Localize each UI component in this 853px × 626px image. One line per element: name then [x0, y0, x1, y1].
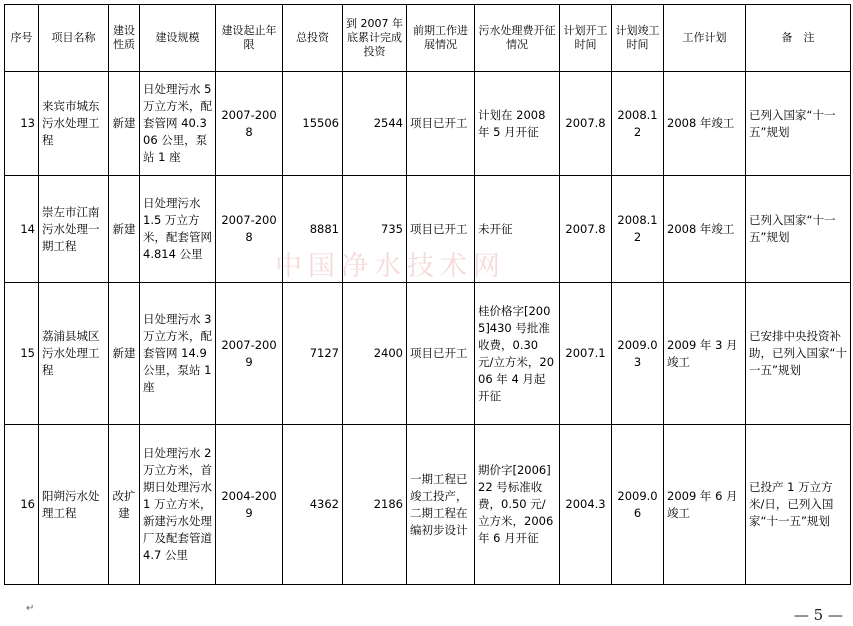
project-name: 来宾市城东污水处理工程 — [39, 72, 109, 176]
construction-nature: 新建 — [109, 72, 140, 176]
remark: 已列入国家“十一五”规划 — [746, 176, 851, 283]
planned-finish: 2008.12 — [612, 176, 664, 283]
planned-start: 2004.3 — [560, 425, 612, 585]
preliminary-progress: 项目已开工 — [407, 176, 475, 283]
planned-finish: 2009.03 — [612, 283, 664, 425]
header-cell: 建设起止年限 — [216, 5, 283, 72]
construction-period: 2007-2009 — [216, 283, 283, 425]
table-row — [5, 176, 851, 283]
construction-scale: 日处理污水 2 万立方米，首期日处理污水 1 万立方米，新建污水处理厂及配套管道 4.7 公里 — [140, 425, 216, 585]
total-investment: 7127 — [283, 283, 343, 425]
construction-period: 2007-2008 — [216, 72, 283, 176]
header-cell: 工作计划 — [664, 5, 746, 72]
row-number: 14 — [5, 176, 39, 283]
header-cell: 计划开工时间 — [560, 5, 612, 72]
table-row — [5, 283, 851, 425]
total-investment: 4362 — [283, 425, 343, 585]
work-plan: 2008 年竣工 — [664, 176, 746, 283]
construction-scale: 日处理污水 5 万立方米，配套管网 40.306 公里，泵站 1 座 — [140, 72, 216, 176]
row-number: 13 — [5, 72, 39, 176]
planned-start: 2007.8 — [560, 176, 612, 283]
planned-finish: 2008.12 — [612, 72, 664, 176]
header-row — [5, 5, 851, 72]
total-investment: 8881 — [283, 176, 343, 283]
construction-period: 2004-2009 — [216, 425, 283, 585]
construction-nature: 新建 — [109, 283, 140, 425]
project-table — [4, 4, 851, 585]
sewage-fee-status: 未开征 — [475, 176, 560, 283]
project-name: 阳朔污水处理工程 — [39, 425, 109, 585]
header-cell: 备 注 — [746, 5, 851, 72]
row-number: 16 — [5, 425, 39, 585]
table-row — [5, 72, 851, 176]
completed-investment: 2400 — [343, 283, 407, 425]
header-cell: 项目名称 — [39, 5, 109, 72]
preliminary-progress: 一期工程已竣工投产，二期工程在编初步设计 — [407, 425, 475, 585]
construction-period: 2007-2008 — [216, 176, 283, 283]
project-name: 崇左市江南污水处理一期工程 — [39, 176, 109, 283]
remark: 已安排中央投资补助，已列入国家“十一五”规划 — [746, 283, 851, 425]
planned-start: 2007.8 — [560, 72, 612, 176]
row-number: 15 — [5, 283, 39, 425]
total-investment: 15506 — [283, 72, 343, 176]
construction-scale: 日处理污水 1.5 万立方米，配套管网 4.814 公里 — [140, 176, 216, 283]
completed-investment: 735 — [343, 176, 407, 283]
header-cell: 序号 — [5, 5, 39, 72]
planned-finish: 2009.06 — [612, 425, 664, 585]
remark: 已投产 1 万立方米/日，已列入国家“十一五”规划 — [746, 425, 851, 585]
completed-investment: 2186 — [343, 425, 407, 585]
header-cell: 前期工作进展情况 — [407, 5, 475, 72]
construction-nature: 新建 — [109, 176, 140, 283]
paragraph-mark: ↵ — [26, 603, 35, 614]
header-cell: 计划竣工时间 — [612, 5, 664, 72]
work-plan: 2009 年 6 月竣工 — [664, 425, 746, 585]
header-cell: 建设规模 — [140, 5, 216, 72]
completed-investment: 2544 — [343, 72, 407, 176]
sewage-fee-status: 期价字[2006]22 号标准收费，0.50 元/立方米，2006 年 6 月开征 — [475, 425, 560, 585]
page-number: — 5 — — [793, 606, 843, 624]
table-row — [5, 425, 851, 585]
header-cell: 到 2007 年底累计完成投资 — [343, 5, 407, 72]
construction-scale: 日处理污水 3 万立方米，配套管网 14.9 公里，泵站 1 座 — [140, 283, 216, 425]
header-cell: 总投资 — [283, 5, 343, 72]
watermark: 中国净水技术网 — [275, 251, 506, 282]
preliminary-progress: 项目已开工 — [407, 283, 475, 425]
work-plan: 2008 年竣工 — [664, 72, 746, 176]
project-name: 荔浦县城区污水处理工程 — [39, 283, 109, 425]
sewage-fee-status: 计划在 2008 年 5 月开征 — [475, 72, 560, 176]
header-cell: 污水处理费开征情况 — [475, 5, 560, 72]
planned-start: 2007.1 — [560, 283, 612, 425]
preliminary-progress: 项目已开工 — [407, 72, 475, 176]
sewage-fee-status: 桂价格字[2005]430 号批准收费，0.30 元/立方米，2006 年 4 月起开征 — [475, 283, 560, 425]
remark: 已列入国家“十一五”规划 — [746, 72, 851, 176]
construction-nature: 改扩建 — [109, 425, 140, 585]
header-cell: 建设性质 — [109, 5, 140, 72]
work-plan: 2009 年 3 月竣工 — [664, 283, 746, 425]
